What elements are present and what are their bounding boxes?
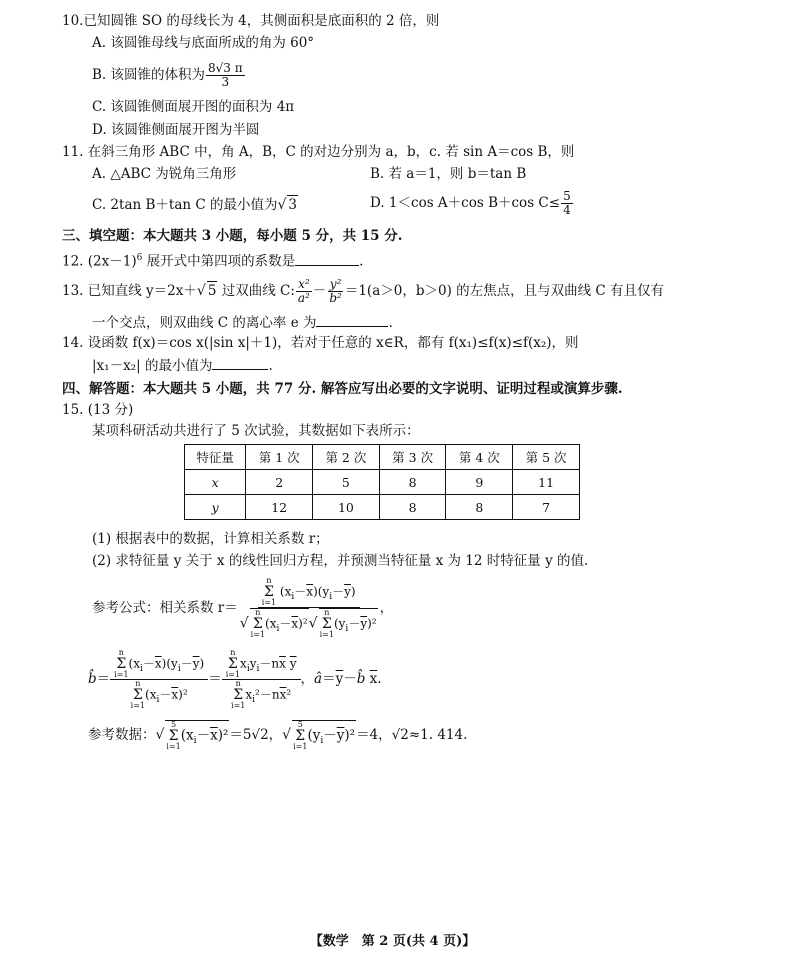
q13-line2-text: 一个交点，则双曲线 C 的离心率 e 为 — [92, 315, 317, 331]
q15-ref-data: 参考数据： √ 5 Σ i=1 $(x_i-\overline{x})^2$ ＝5√2， √ 5 Σ i=1 $(y_i-\overline{y})^2$ ＝4，√2≈1. 414. — [88, 719, 468, 751]
q14-end: . — [268, 358, 273, 374]
q13-a2: a² — [297, 291, 310, 305]
table-header-cell: 第 5 次 — [513, 445, 580, 470]
comma: ， — [379, 600, 394, 616]
q11-option-d — [370, 190, 574, 217]
sum-symbol: n Σ i=1 — [261, 576, 277, 607]
q10-option-b-text: B. 该圆锥的体积为 — [92, 67, 206, 83]
q15-ref-data-label: 参考数据： — [88, 727, 156, 743]
b-formula-fraction-1: n Σ i=1 $(x_i-\overline{x})(y_i-\overline{y})$ n Σ i=1 $(x_i-\overline{x})^2$ — [110, 649, 208, 710]
q11-c-radicand: 3 — [288, 197, 297, 213]
q15-ref-data-1: ＝5√2， — [229, 727, 283, 743]
q10-option-c: C. 该圆锥侧面展开图的面积为 4π — [92, 99, 295, 115]
table-cell: 2 — [246, 470, 313, 495]
table-cell: 7 — [513, 495, 580, 520]
table-cell: y — [185, 495, 246, 520]
q11-d-denominator: 4 — [563, 203, 571, 217]
q15-ref-formula-r — [92, 578, 393, 638]
q13-radicand: 5 — [207, 283, 217, 299]
q10-option-d: D. 该圆锥侧面展开图为半圆 — [92, 122, 260, 138]
q10-option-a: A. 该圆锥母线与底面所成的角为 60° — [92, 35, 315, 51]
r-formula-denominator: √ n Σ i=1 $(x_i-\overline{x})^2√$ n Σ i=1 $(y_i-\overline{y})^2$ — [239, 608, 377, 639]
table-header-cell: 第 1 次 — [246, 445, 313, 470]
q12-post: 展开式中第四项的系数是 — [142, 253, 296, 270]
q12-answer-blank — [295, 252, 359, 266]
table-cell: x — [185, 470, 246, 495]
section-4-heading: 四、解答题：本大题共 5 小题，共 77 分. 解答应写出必要的文字说明、证明过程或演算步骤. — [62, 381, 623, 397]
q10-option-b — [92, 62, 246, 89]
table-cell: 8 — [446, 495, 513, 520]
table-cell: 10 — [313, 495, 380, 520]
q10-option-b-fraction — [206, 62, 245, 89]
table-cell: 11 — [513, 470, 580, 495]
b-formula-fraction-2: n Σ i=1 $x_iy_i-n\overline{x}$ $\overline{y}$ n Σ i=1 $x_i^2-n\overline{x}^2$ — [222, 649, 301, 710]
table-row — [185, 495, 580, 520]
q10-b-numerator: 8√3 π — [208, 61, 243, 75]
q14-line2-text: |x₁－x₂| 的最小值为 — [92, 358, 213, 374]
q11-option-b: B. 若 a＝1，则 b＝tan B — [370, 166, 527, 182]
sqrt-symbol: √ — [277, 197, 287, 213]
q13-frac-x — [296, 278, 312, 305]
table-cell: 5 — [313, 470, 380, 495]
q13-x2: x² — [298, 277, 310, 291]
q13-mid: 过双曲线 C: — [217, 283, 295, 299]
section-3-heading: 三、填空题：本大题共 3 小题，每小题 5 分，共 15 分. — [62, 228, 403, 244]
q11-d-numerator: 5 — [563, 189, 571, 203]
q11-option-d-text: D. 1＜cos A＋cos B＋cos C≤ — [370, 195, 561, 211]
q14-line2 — [92, 356, 273, 375]
q15-ref-formula-label: 参考公式：相关系数 r＝ — [92, 600, 238, 616]
q15-ref-formula-b: b̂ ＝ n Σ i=1 $(x_i-\overline{x})(y_i-\overline{y})$ n Σ i=1 $(x_i-\overline{x})^2$ ＝ n Σ i=1 $x_iy_i-n\overline{x}$ $\overline{y}$ n Σ i=1 $x_i^2-n\overline{x}^2$ ，$â=\overline{y}-b̂$ $\overline{x}$. — [88, 647, 382, 710]
table-header-cell: 第 2 次 — [313, 445, 380, 470]
q13-b2: b² — [329, 291, 342, 305]
q15-part-2: (2) 求特征量 y 关于 x 的线性回归方程，并预测当特征量 x 为 12 时特征量 y 的值. — [92, 553, 589, 569]
q10-b-denominator: 3 — [221, 75, 230, 89]
q15-part-1: (1) 根据表中的数据，计算相关系数 r； — [92, 531, 329, 547]
q10-stem: 10.已知圆锥 SO 的母线长为 4，其侧面积是底面积的 2 倍，则 — [62, 13, 440, 29]
q13-answer-blank — [316, 313, 388, 327]
table-header-cell: 第 3 次 — [379, 445, 446, 470]
q12-end: . — [359, 253, 364, 270]
q12-exponent: 6 — [136, 253, 143, 263]
table-header-cell: 特征量 — [185, 445, 246, 470]
q13-minus: － — [312, 283, 327, 299]
r-formula-fraction — [238, 577, 380, 639]
table-cell: 9 — [446, 470, 513, 495]
q14-line1: 14. 设函数 f(x)＝cos x(|sin x|＋1)，若对于任意的 x∈R，都有 f(x₁)≤f(x)≤f(x₂)，则 — [62, 335, 579, 351]
q15-intro: 某项科研活动共进行了 5 次试验，其数据如下表所示： — [92, 423, 420, 439]
q11-option-a: A. △ABC 为锐角三角形 — [92, 166, 237, 182]
table-header-row — [185, 445, 580, 470]
table-row — [185, 470, 580, 495]
q15-ref-data-2: ＝4，√2≈1. 414. — [356, 727, 468, 743]
sqrt-symbol: √ — [196, 283, 206, 299]
q13-post: ＝1(a＞0，b＞0) 的左焦点，且与双曲线 C 有且仅有 — [344, 283, 665, 299]
table-cell: 8 — [379, 470, 446, 495]
ref-data-sqrt-x: 5 Σ i=1 $(x_i-\overline{x})^2$ — [166, 719, 229, 751]
table-cell: 8 — [379, 495, 446, 520]
ref-data-sqrt-y: 5 Σ i=1 $(y_i-\overline{y})^2$ — [293, 719, 356, 751]
b-hat-symbol: b̂ — [88, 671, 97, 687]
r-formula-numerator: n Σ i=1 $(x_i-\overline{x})(y_i-\overline{y})$ — [258, 577, 360, 608]
a-hat-formula: ，$â=\overline{y}-b̂$ $\overline{x}$. — [300, 671, 382, 687]
table-cell: 12 — [246, 495, 313, 520]
q11-option-d-fraction — [561, 190, 573, 217]
q12-pre: 12. (2x－1) — [62, 253, 137, 270]
q13-end: . — [388, 315, 393, 331]
q13-line2 — [92, 313, 393, 332]
page-footer: 【数学 第 2 页(共 4 页)】 — [309, 934, 476, 949]
q11-stem: 11. 在斜三角形 ABC 中，角 A，B，C 的对边分别为 a，b，c. 若 sin A＝cos B，则 — [62, 144, 575, 160]
q15-head: 15. (13 分) — [62, 402, 134, 418]
q15-data-table — [184, 444, 580, 520]
q14-answer-blank — [212, 356, 268, 370]
q13-line1 — [62, 278, 664, 305]
q13-pre: 13. 已知直线 y＝2x＋ — [62, 283, 197, 299]
q11-option-c-text: C. 2tan B＋tan C 的最小值为 — [92, 197, 278, 213]
q12 — [62, 249, 363, 271]
q13-y2: y² — [329, 277, 342, 291]
q11-option-c — [92, 195, 298, 214]
table-header-cell: 第 4 次 — [446, 445, 513, 470]
q13-frac-y — [327, 278, 344, 305]
